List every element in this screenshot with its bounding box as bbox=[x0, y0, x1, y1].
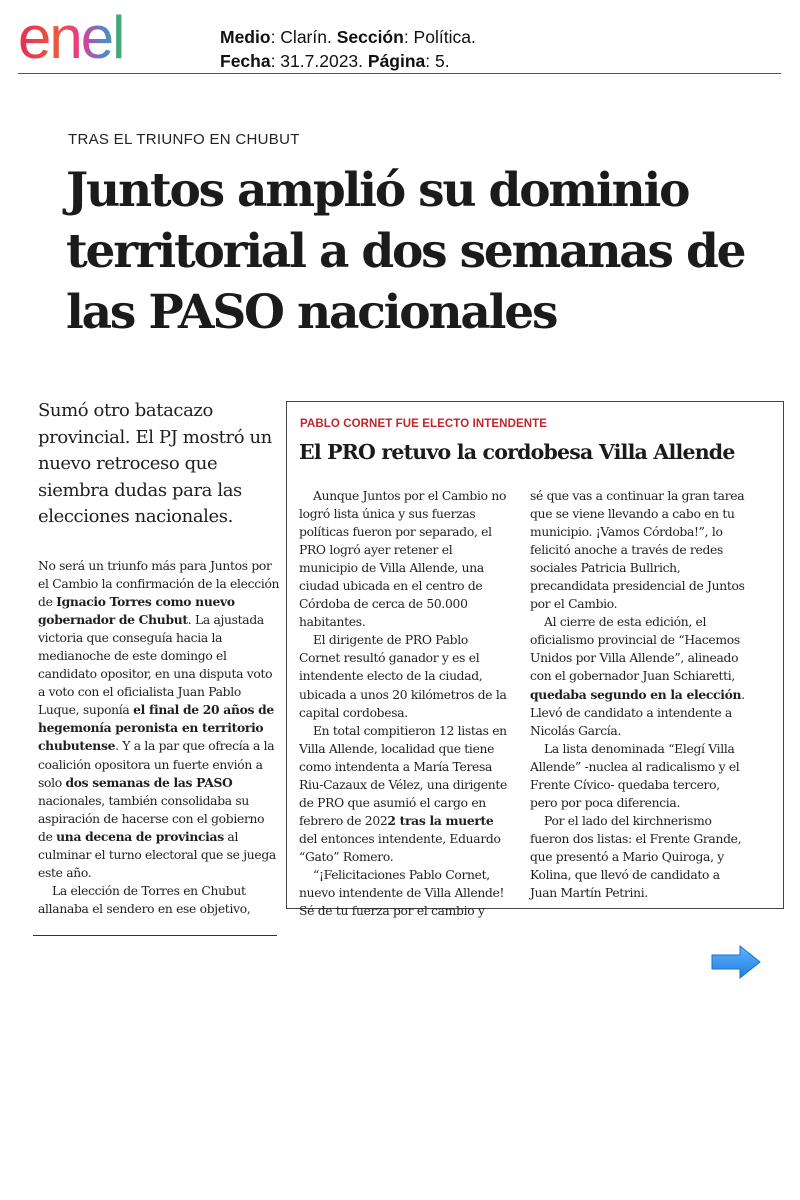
logo-text: enel bbox=[18, 6, 124, 68]
box-title: El PRO retuvo la cordobesa Villa Allende bbox=[299, 440, 735, 464]
box-text: . Llevó de candidato a intendente a Nicolás García. bbox=[530, 687, 745, 738]
box-paragraph: sé que vas a continuar la gran tarea que se viene llevando a cabo en tu municipio. ¡Vamos Córdoba!”, lo felicitó anoche a través de redes sociales Patricia Bullrich, precandidata presidencial de Juntos por el Cambio. bbox=[530, 489, 745, 612]
article-body bbox=[38, 557, 280, 918]
medio-label: Medio bbox=[220, 27, 271, 47]
box-kicker: PABLO CORNET FUE ELECTO INTENDENTE bbox=[300, 418, 548, 430]
body-paragraph-1 bbox=[38, 557, 280, 882]
source-metadata bbox=[220, 25, 476, 73]
body-text: nacionales, también consolidaba su aspiración de hacerse con el gobierno de bbox=[38, 793, 265, 844]
body-text: No será un triunfo más para Juntos por el Cambio la confirmación de la elección de bbox=[38, 559, 280, 610]
box-text: En total compitieron 12 listas en Villa Allende, localidad que tiene como intendenta a María Teresa Riu-Cazaux de Vélez, una dirigente de PRO que asumió el cargo en febrero de 202 bbox=[299, 723, 507, 828]
fecha-label: Fecha bbox=[220, 51, 271, 71]
box-paragraph: Por el lado del kirchnerismo fueron dos listas: el Frente Grande, que presentó a Mario Quiroga, y Kolina, que llevó de candidato a Juan Martín Petrini. bbox=[530, 813, 742, 901]
article-lead: Sumó otro batacazo provincial. El PJ mostró un nuevo retroceso que siembra dudas para las elecciones nacionales. bbox=[38, 400, 272, 527]
box-bold: 2 tras la muerte bbox=[387, 812, 494, 828]
box-paragraph: El dirigente de PRO Pablo Cornet resultó ganador y es el intendente electo de la ciudad, ubicada a unos 20 kilómetros de la capital cordobesa. bbox=[299, 633, 507, 720]
seccion-value: : Política. bbox=[403, 27, 476, 47]
box-paragraph: Aunque Juntos por el Cambio no logró lista única y sus fuerzas políticas fueron por separado, el PRO logró ayer retener el municipio de Villa Allende, una ciudad ubicada en el centro de Córdoba de cerca de 50.000 habitantes. bbox=[299, 489, 507, 630]
pagina-label: Página bbox=[367, 51, 426, 71]
seccion-label: Sección bbox=[336, 27, 404, 47]
body-paragraph-2: La elección de Torres en Chubut allanaba el sendero en ese objetivo, bbox=[38, 883, 251, 916]
box-text: del entonces intendente, Eduardo “Gato” Romero. bbox=[299, 831, 501, 864]
body-bold: Ignacio Torres como nuevo gobernador de Chubut bbox=[38, 594, 235, 628]
pagina-value: : 5. bbox=[425, 51, 450, 71]
body-text: . La ajustada victoria que conseguía hacia la medianoche de este domingo el candidato opositor, en una disputa voto a voto con el oficialista Juan Pablo Luque, suponía bbox=[38, 613, 273, 718]
date-line bbox=[220, 49, 476, 73]
box-column-2 bbox=[530, 487, 746, 902]
medio-value: : Clarín. bbox=[270, 27, 337, 47]
article-headline: Juntos amplió su dominio territorial a dos semanas de las PASO nacionales bbox=[66, 163, 745, 340]
body-text: al culminar el turno electoral que se juega este año. bbox=[38, 829, 276, 880]
box-column-1 bbox=[299, 487, 509, 920]
article-kicker: TRAS EL TRIUNFO EN CHUBUT bbox=[68, 131, 300, 148]
body-bold: el final de 20 años de hegemonía peronista en territorio chubutense bbox=[38, 702, 274, 754]
box-paragraph: “¡Felicitaciones Pablo Cornet, nuevo intendente de Villa Allende! Sé de tu fuerza por el cambio y bbox=[299, 867, 505, 919]
box-paragraph: La lista denominada “Elegí Villa Allende” -nuclea al radicalismo y el Frente Cívico- quedaba tercero, pero por poca diferencia. bbox=[530, 741, 740, 810]
body-bold: una decena de provincias bbox=[56, 828, 224, 844]
body-text: . Y a la par que ofrecía a la coalición opositora un fuerte envión a solo bbox=[38, 739, 275, 790]
box-bold: quedaba segundo en la elección bbox=[530, 686, 742, 702]
box-paragraph bbox=[530, 613, 746, 739]
header-divider bbox=[18, 73, 781, 74]
next-arrow-icon[interactable] bbox=[710, 944, 762, 980]
box-paragraph bbox=[299, 722, 509, 866]
body-bold: dos semanas de las PASO bbox=[65, 774, 233, 790]
fecha-value: : 31.7.2023. bbox=[270, 51, 368, 71]
source-line bbox=[220, 25, 476, 49]
column-end-rule bbox=[33, 935, 277, 936]
box-text: Al cierre de esta edición, el oficialismo provincial de “Hacemos Unidos por Villa Allende”, alineado con el gobernador Juan Schiaretti, bbox=[530, 615, 740, 684]
enel-logo bbox=[18, 6, 183, 68]
